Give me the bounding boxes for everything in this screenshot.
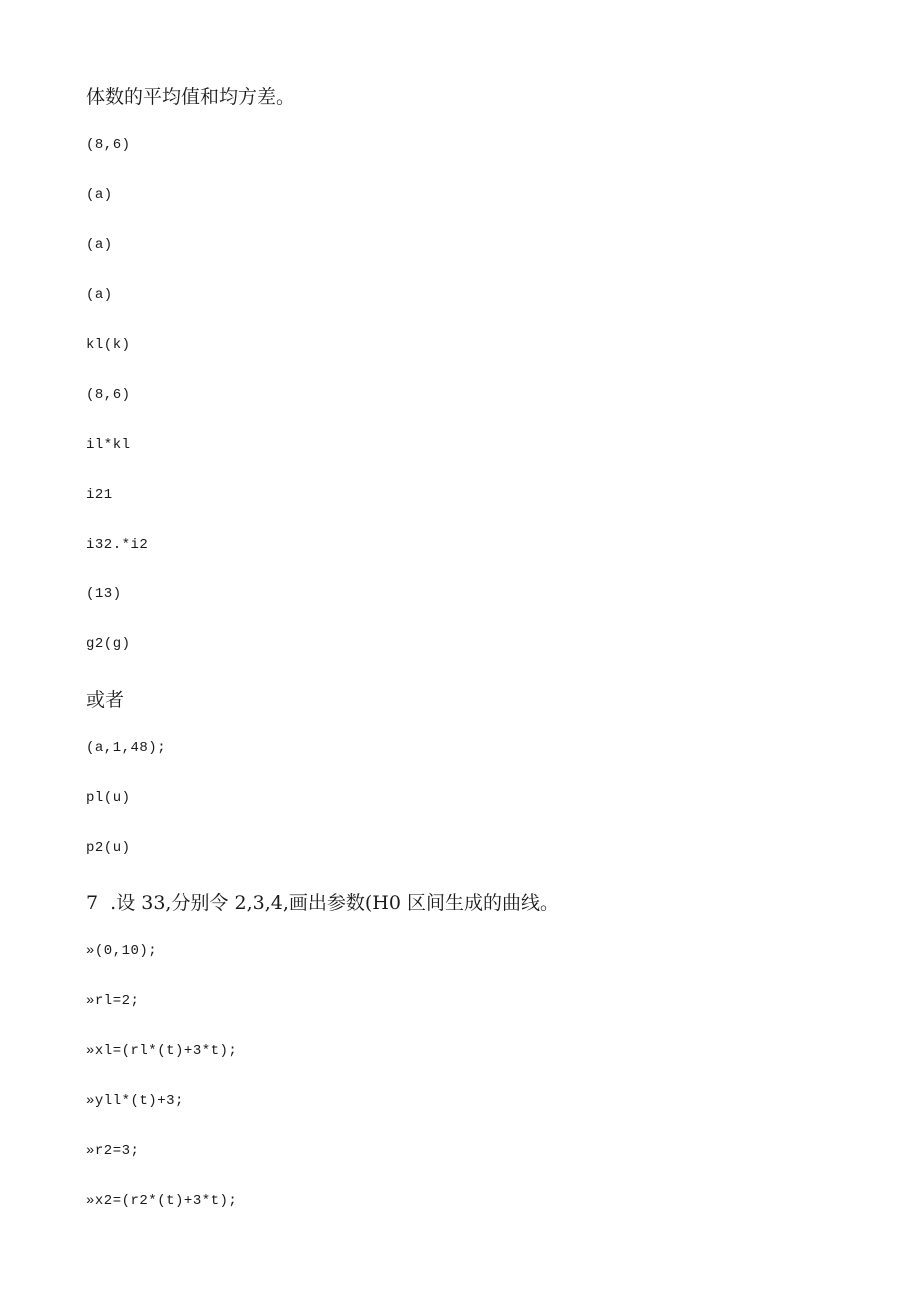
text-line: 7 .设 33,分别令 2,3,4,画出参数(H0 区间生成的曲线。 <box>86 892 559 914</box>
code-line: (8,6) <box>86 387 131 403</box>
code-line: i32.*i2 <box>86 537 149 553</box>
code-line: (13) <box>86 586 122 602</box>
code-line: (a) <box>86 187 113 203</box>
code-line: »rl=2; <box>86 993 140 1009</box>
code-line: g2(g) <box>86 636 131 652</box>
code-line: i21 <box>86 487 113 503</box>
code-line: (a,1,48); <box>86 740 167 756</box>
code-line: p2(u) <box>86 840 131 856</box>
text-line: 体数的平均值和均方差。 <box>86 86 296 108</box>
text-line: 或者 <box>86 689 125 711</box>
code-line: il*kl <box>86 437 131 453</box>
code-line: (a) <box>86 287 113 303</box>
code-line: pl(u) <box>86 790 131 806</box>
code-line: (a) <box>86 237 113 253</box>
code-line: (8,6) <box>86 137 131 153</box>
code-line: »r2=3; <box>86 1143 140 1159</box>
code-line: »x2=(r2*(t)+3*t); <box>86 1193 238 1209</box>
code-line: »yll*(t)+3; <box>86 1093 184 1109</box>
code-line: »(0,10); <box>86 943 158 959</box>
code-line: kl(k) <box>86 337 131 353</box>
code-line: »xl=(rl*(t)+3*t); <box>86 1043 238 1059</box>
